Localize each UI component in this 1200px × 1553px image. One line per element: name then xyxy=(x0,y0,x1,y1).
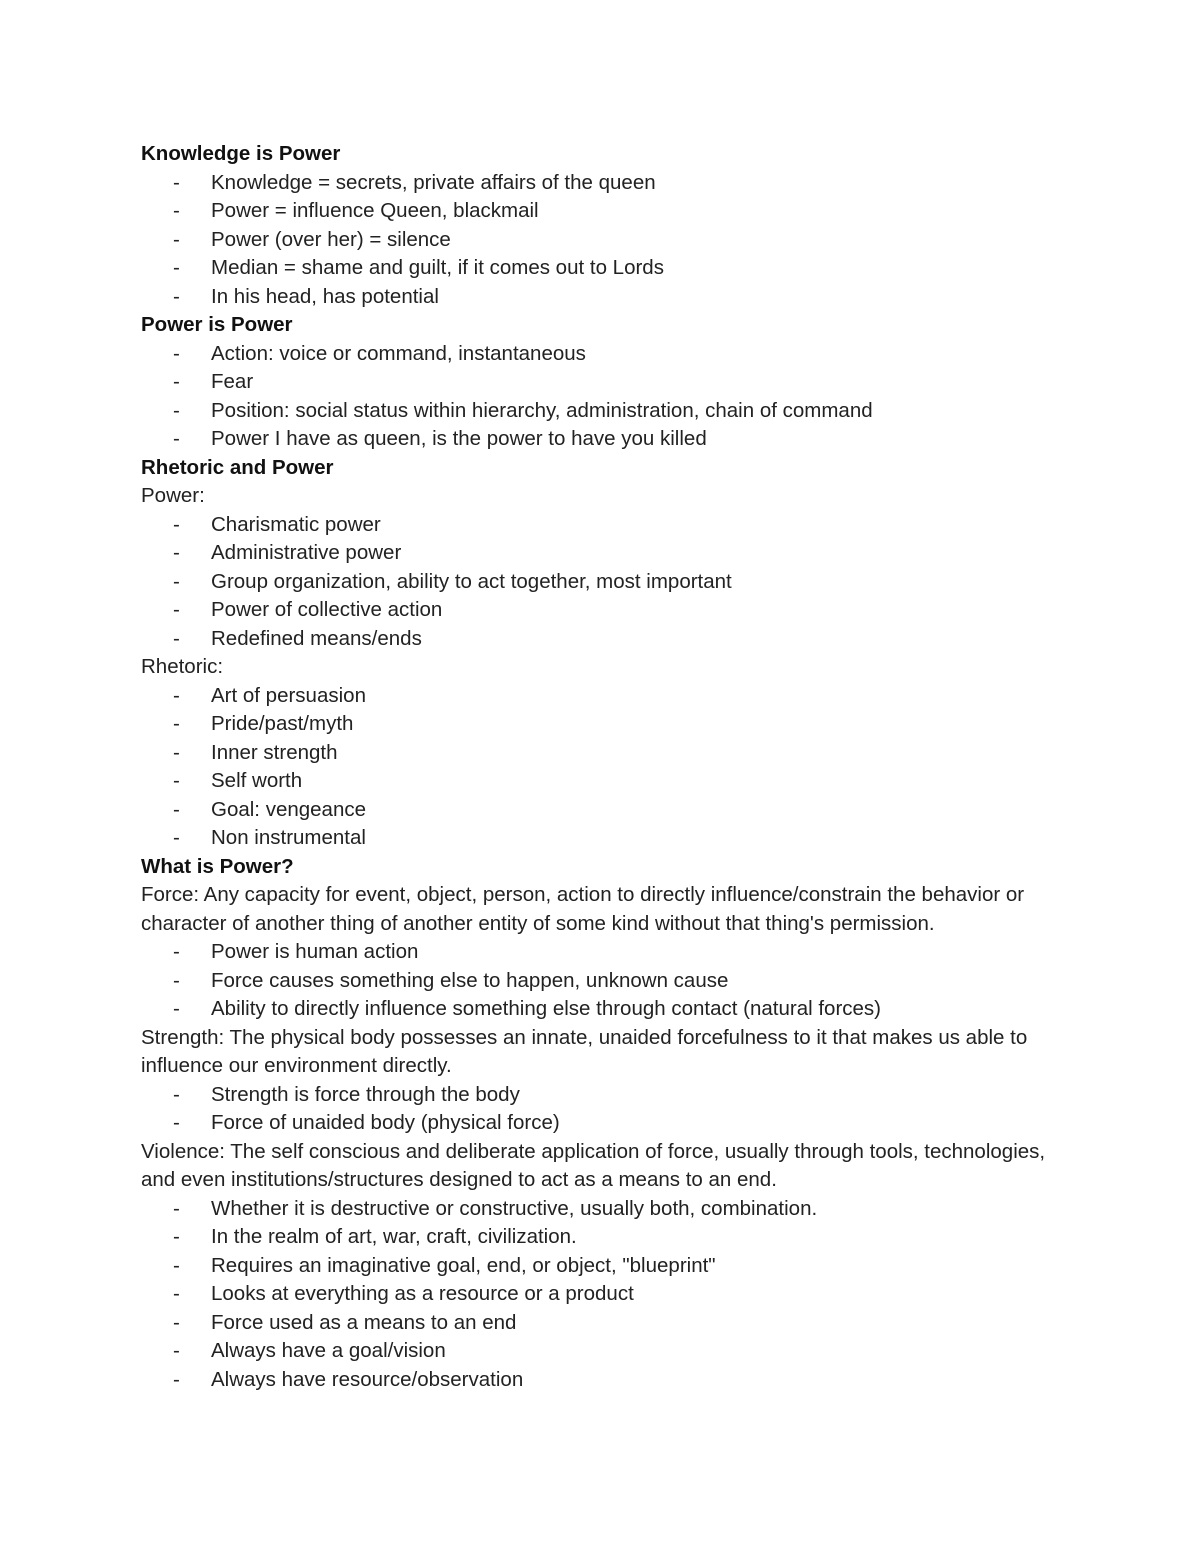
list-item-text: Power I have as queen, is the power to have you killed xyxy=(211,427,707,450)
dash-bullet-icon: - xyxy=(173,1111,180,1134)
list-item xyxy=(141,1309,1061,1338)
list-item xyxy=(141,967,1061,996)
paragraph: Strength: The physical body possesses an innate, unaided forcefulness to it that makes us able to influence our environment directly. xyxy=(141,1025,1028,1077)
dash-bullet-icon: - xyxy=(173,626,180,650)
list-item xyxy=(141,340,1061,369)
list-item xyxy=(141,938,1061,967)
dash-bullet-icon: - xyxy=(173,1253,180,1277)
list-item-text: In the realm of art, war, craft, civilization. xyxy=(211,1225,577,1248)
list-item xyxy=(141,796,1061,825)
dash-bullet-icon: - xyxy=(173,712,180,735)
list-item xyxy=(141,1109,1061,1138)
dash-list xyxy=(141,511,1061,654)
dash-bullet-icon: - xyxy=(173,1225,180,1248)
list-item xyxy=(141,1081,1061,1110)
dash-bullet-icon: - xyxy=(173,256,180,279)
dash-bullet-icon: - xyxy=(173,968,180,992)
dash-bullet-icon: - xyxy=(173,370,180,393)
list-item-text: Strength is force through the body xyxy=(211,1082,520,1106)
dash-bullet-icon: - xyxy=(173,797,180,821)
list-item-text: Power = influence Queen, blackmail xyxy=(211,199,539,222)
list-item-text: In his head, has potential xyxy=(211,284,439,308)
list-item xyxy=(141,995,1061,1024)
list-item xyxy=(141,1195,1061,1224)
list-item xyxy=(141,397,1061,426)
dash-bullet-icon: - xyxy=(173,398,180,422)
list-item-text: Art of persuasion xyxy=(211,683,366,707)
dash-bullet-icon: - xyxy=(173,1367,180,1391)
document-body xyxy=(141,140,1061,1394)
list-item xyxy=(141,254,1061,283)
list-item-text: Force used as a means to an end xyxy=(211,1310,517,1334)
list-item xyxy=(141,824,1061,853)
dash-bullet-icon: - xyxy=(173,1339,180,1362)
list-item xyxy=(141,682,1061,711)
list-item-text: Power (over her) = silence xyxy=(211,227,451,251)
dash-bullet-icon: - xyxy=(173,199,180,222)
list-item xyxy=(141,710,1061,739)
list-item xyxy=(141,226,1061,255)
list-item-text: Force causes something else to happen, unknown cause xyxy=(211,968,729,992)
list-item-text: Power of collective action xyxy=(211,598,443,621)
list-item xyxy=(141,425,1061,454)
list-item-text: Group organization, ability to act together, most important xyxy=(211,569,732,593)
dash-list xyxy=(141,340,1061,454)
list-item xyxy=(141,596,1061,625)
list-item-text: Administrative power xyxy=(211,541,402,564)
dash-bullet-icon: - xyxy=(173,1282,180,1305)
list-item-text: Power is human action xyxy=(211,940,419,963)
list-item-text: Requires an imaginative goal, end, or object, "blueprint" xyxy=(211,1253,716,1277)
list-item-text: Position: social status within hierarchy, administration, chain of command xyxy=(211,398,873,422)
list-item xyxy=(141,1280,1061,1309)
list-item-text: Self worth xyxy=(211,769,303,792)
dash-bullet-icon: - xyxy=(173,740,180,764)
list-item-text: Always have resource/observation xyxy=(211,1367,524,1391)
list-item-text: Charismatic power xyxy=(211,512,381,536)
dash-list xyxy=(141,1081,1061,1138)
section-heading: Power is Power xyxy=(141,313,293,336)
paragraph: Rhetoric: xyxy=(141,655,224,678)
dash-bullet-icon: - xyxy=(173,1082,180,1106)
list-item-text: Redefined means/ends xyxy=(211,626,422,650)
list-item xyxy=(141,739,1061,768)
dash-bullet-icon: - xyxy=(173,512,180,536)
list-item-text: Goal: vengeance xyxy=(211,797,367,821)
list-item-text: Force of unaided body (physical force) xyxy=(211,1111,560,1134)
list-item-text: Fear xyxy=(211,370,254,393)
dash-bullet-icon: - xyxy=(173,569,180,593)
paragraph: Violence: The self conscious and deliberate application of force, usually through tools, technologies, and even institutions/structures designed to act as a means to an end. xyxy=(141,1139,1046,1191)
dash-bullet-icon: - xyxy=(173,170,180,194)
dash-bullet-icon: - xyxy=(173,769,180,792)
list-item xyxy=(141,539,1061,568)
list-item-text: Ability to directly influence something else through contact (natural forces) xyxy=(211,997,882,1020)
list-item xyxy=(141,511,1061,540)
list-item xyxy=(141,1223,1061,1252)
dash-bullet-icon: - xyxy=(173,598,180,621)
dash-bullet-icon: - xyxy=(173,683,180,707)
dash-list xyxy=(141,682,1061,853)
list-item xyxy=(141,767,1061,796)
dash-bullet-icon: - xyxy=(173,541,180,564)
paragraph: Power: xyxy=(141,484,205,507)
paragraph: Force: Any capacity for event, object, person, action to directly influence/constrain the behavior or character of another thing of another entity of some kind without that thing's permission. xyxy=(141,883,1025,935)
list-item-text: Whether it is destructive or constructive, usually both, combination. xyxy=(211,1196,818,1220)
dash-bullet-icon: - xyxy=(173,826,180,849)
list-item-text: Always have a goal/vision xyxy=(211,1339,446,1362)
dash-bullet-icon: - xyxy=(173,341,180,365)
dash-bullet-icon: - xyxy=(173,997,180,1020)
list-item xyxy=(141,1337,1061,1366)
list-item xyxy=(141,1252,1061,1281)
list-item-text: Pride/past/myth xyxy=(211,712,354,735)
dash-bullet-icon: - xyxy=(173,1310,180,1334)
list-item-text: Knowledge = secrets, private affairs of the queen xyxy=(211,170,656,194)
list-item-text: Median = shame and guilt, if it comes out to Lords xyxy=(211,256,664,279)
dash-list xyxy=(141,938,1061,1024)
list-item xyxy=(141,197,1061,226)
list-item xyxy=(141,368,1061,397)
dash-bullet-icon: - xyxy=(173,427,180,450)
section-heading: What is Power? xyxy=(141,854,294,878)
list-item xyxy=(141,283,1061,312)
dash-bullet-icon: - xyxy=(173,227,180,251)
list-item-text: Action: voice or command, instantaneous xyxy=(211,341,586,365)
dash-bullet-icon: - xyxy=(173,940,180,963)
list-item-text: Non instrumental xyxy=(211,826,366,849)
dash-list xyxy=(141,1195,1061,1395)
list-item xyxy=(141,625,1061,654)
section-heading: Knowledge is Power xyxy=(141,142,341,165)
list-item xyxy=(141,169,1061,198)
list-item xyxy=(141,1366,1061,1395)
list-item xyxy=(141,568,1061,597)
dash-bullet-icon: - xyxy=(173,284,180,308)
section-heading: Rhetoric and Power xyxy=(141,455,334,479)
dash-bullet-icon: - xyxy=(173,1196,180,1220)
dash-list xyxy=(141,169,1061,312)
list-item-text: Inner strength xyxy=(211,740,338,764)
list-item-text: Looks at everything as a resource or a product xyxy=(211,1282,634,1305)
